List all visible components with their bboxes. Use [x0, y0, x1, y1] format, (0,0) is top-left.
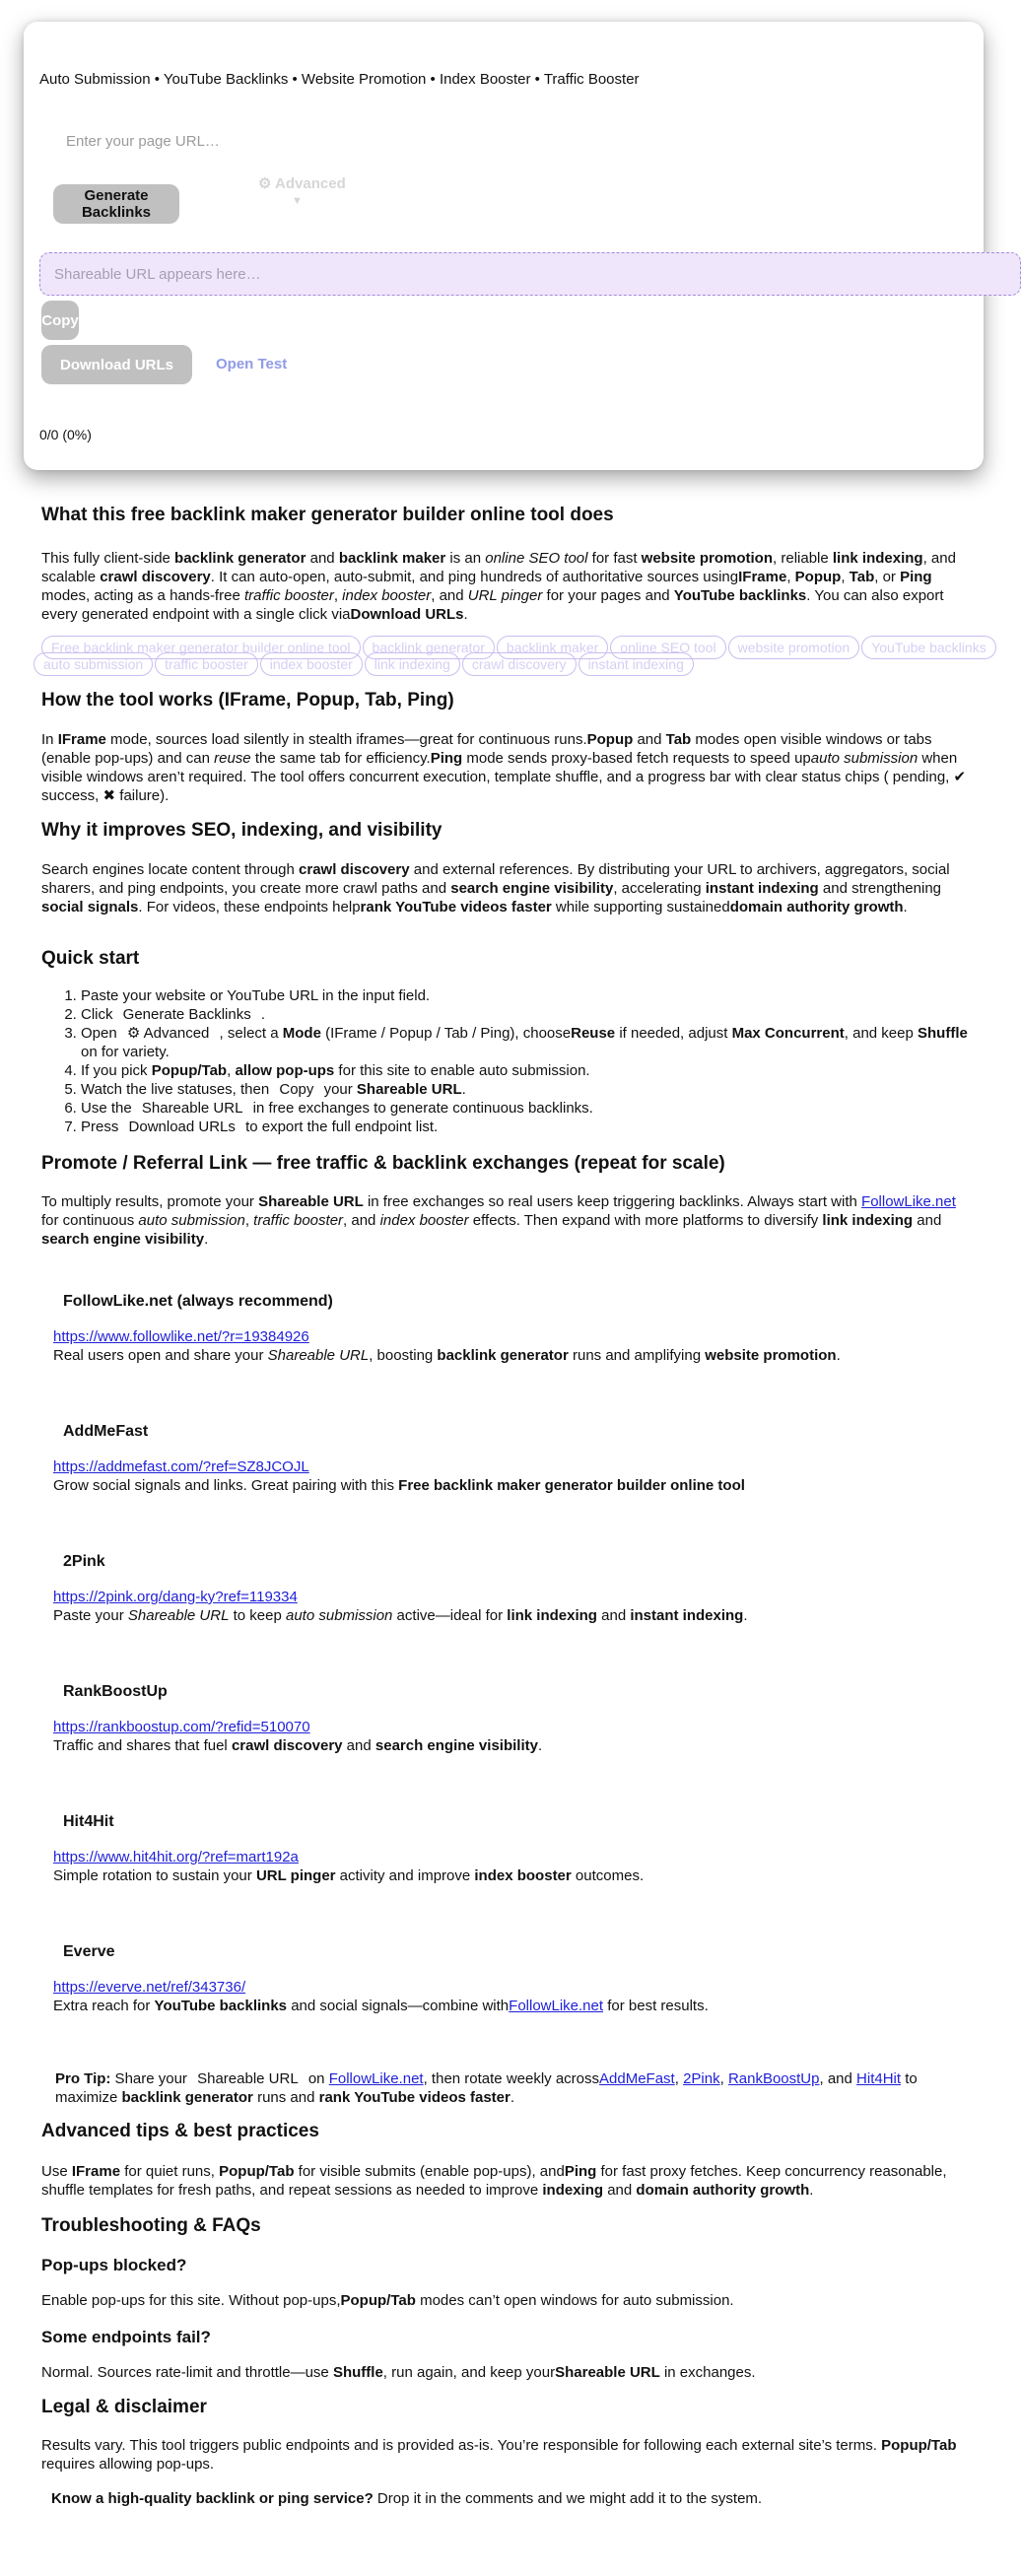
platform-name: RankBoostUp [63, 1683, 168, 1700]
faq-answer: Normal. Sources rate-limit and throttle—use Shuffle, run again, and keep yourShareable URL in exchanges. [41, 2364, 756, 2381]
advanced-paragraph: Use IFrame for quiet runs, Popup/Tab for visible submits (enable pop-ups), andPing for fast proxy fetches. Keep concurrency reasonable, shuffle templates for fresh paths, and repeat sessions as needed to improve indexing and domain authority growth. [41, 2163, 947, 2199]
keyword-chip: online SEO tool [610, 636, 725, 659]
check-icon: ✔ [953, 769, 967, 785]
platform-name: FollowLike.net (always recommend) [63, 1293, 333, 1310]
advanced-toggle[interactable] [258, 174, 367, 207]
suggest-service-note: Know a high-quality backlink or ping service? Drop it in the comments and we might add it to the system. [51, 2490, 763, 2507]
pro-tip: Pro Tip: Share your Shareable URL on FollowLike.net, then rotate weekly acrossAddMeFast, 2Pink, RankBoostUp, and Hit4Hit to maximize backlink generator runs and rank YouTube videos faster. [55, 2070, 918, 2106]
promote-paragraph: To multiply results, promote your Shareable URL in free exchanges so real users keep triggering backlinks. Always start with FollowLike.net for continuous auto submission, traffic booster, and index booster effects. Then expand with more platforms to diversify link indexing and search engine visibility. [41, 1193, 956, 1248]
platform-description: Extra reach for YouTube backlinks and social signals—combine withFollowLike.net for best results. [53, 1998, 709, 2014]
keyword-chip: backlink generator [363, 636, 495, 659]
keyword-chip: backlink maker [497, 636, 608, 659]
section-title-quick: Quick start [41, 948, 140, 969]
tool-card [24, 22, 984, 470]
platform-name: Hit4Hit [63, 1813, 114, 1830]
step: 1. Paste your website or YouTube URL in the input field. [81, 986, 978, 1005]
section-title-what: What this free backlink maker generator builder online tool does [41, 505, 614, 525]
step: 3. Open ⚙ Advanced , select a Mode (IFrame / Popup / Tab / Ping), chooseReuse if needed, adjust Max Concurrent, and keep Shuffle on for variety. [81, 1024, 978, 1061]
why-paragraph: Search engines locate content through crawl discovery and external references. By distributing your URL to archivers, aggregators, social sharers, and ping endpoints, you create more crawl paths and search engine visibility, accelerating instant indexing and strengthening social signals. For videos, these endpoints helprank YouTube videos faster while supporting sustaineddomain authority growth. [41, 861, 950, 915]
page-url-input[interactable] [39, 120, 561, 162]
section-title-promote: Promote / Referral Link — free traffic & backlink exchanges (repeat for scale) [41, 1153, 725, 1174]
cross-icon: ✖ [102, 787, 116, 804]
quick-start-steps [41, 986, 978, 1136]
platform-url[interactable]: https://everve.net/ref/343736/ [53, 1979, 246, 1996]
platform-name: 2Pink [63, 1553, 105, 1570]
faq-question: Pop-ups blocked? [41, 2256, 187, 2274]
advanced-label: ⚙ Advanced [258, 175, 346, 192]
followlike-link[interactable]: FollowLike.net [509, 1998, 604, 2014]
platform-name: AddMeFast [63, 1423, 149, 1440]
step: 7. Press Download URLs to export the full endpoint list. [81, 1118, 978, 1136]
step: 4. If you pick Popup/Tab, allow pop-ups for this site to enable auto submission. [81, 1061, 978, 1080]
section-title-why: Why it improves SEO, indexing, and visibility [41, 820, 442, 841]
download-urls-button[interactable]: Download URLs [41, 345, 192, 384]
step: 5. Watch the live statuses, then Copy your Shareable URL. [81, 1080, 978, 1099]
step: 6. Use the Shareable URL in free exchanges to generate continuous backlinks. [81, 1099, 978, 1118]
generate-backlinks-button[interactable]: Generate Backlinks [53, 184, 179, 224]
platform-description: Real users open and share your Shareable URL, boosting backlink generator runs and amplifying website promotion. [53, 1347, 841, 1364]
platform-url[interactable]: https://www.followlike.net/?r=19384926 [53, 1328, 309, 1345]
section-title-advanced: Advanced tips & best practices [41, 2121, 319, 2141]
platform-description: Traffic and shares that fuel crawl discovery and search engine visibility. [53, 1737, 543, 1754]
step: 2. Click Generate Backlinks . [81, 1005, 978, 1024]
platform-url[interactable]: https://2pink.org/dang-ky?ref=119334 [53, 1589, 298, 1605]
keyword-chip: auto submission [34, 652, 153, 676]
rankboostup-link[interactable]: RankBoostUp [727, 2070, 820, 2087]
platform-url[interactable]: https://rankboostup.com/?refid=510070 [53, 1719, 310, 1735]
followlike-link[interactable]: FollowLike.net [861, 1193, 956, 1210]
shareable-url-field[interactable] [39, 252, 1021, 296]
platform-name: Everve [63, 1943, 115, 1960]
platform-description: Grow social signals and links. Great pairing with this Free backlink maker generator builder online tool [53, 1477, 745, 1494]
copy-button[interactable]: Copy [41, 301, 79, 340]
keyword-chip: index booster [260, 652, 363, 676]
how-paragraph: In IFrame mode, sources load silently in stealth iframes—great for continuous runs.Popup and Tab modes open visible windows or tabs (enable pop-ups) and can reuse the same tab for efficiency.Ping mode sends proxy-based fetch requests to speed upauto submission when visible windows aren’t required. The tool offers concurrent execution, template shuffle, and a progress bar with clear status chips ( pending, ✔ success, ✖ failure). [41, 731, 967, 804]
keyword-chips [41, 636, 987, 683]
what-paragraph: This fully client-side backlink generator and backlink maker is an online SEO tool for fast website promotion, reliable link indexing, and scalable crawl discovery. It can auto-open, auto-submit, and ping hundreds of authoritative sources usingIFrame, Popup, Tab, or Ping modes, acting as a hands-free traffic booster, index booster, and URL pinger for your pages and YouTube backlinks. You can also export every generated endpoint with a single click viaDownload URLs. [41, 550, 956, 623]
addmefast-link[interactable]: AddMeFast [599, 2070, 675, 2087]
2pink-link[interactable]: 2Pink [683, 2070, 720, 2087]
legal-paragraph: Results vary. This tool triggers public endpoints and is provided as-is. You’re responsible for following each external site’s terms. Popup/Tab requires allowing pop-ups. [41, 2437, 957, 2473]
platform-url[interactable]: https://www.hit4hit.org/?ref=mart192a [53, 1849, 299, 1865]
platform-description: Simple rotation to sustain your URL pinger activity and improve index booster outcomes. [53, 1867, 645, 1884]
keyword-chip: traffic booster [155, 652, 258, 676]
hit4hit-link[interactable]: Hit4Hit [856, 2070, 902, 2087]
keyword-chip: instant indexing [579, 652, 694, 676]
section-title-how: How the tool works (IFrame, Popup, Tab, Ping) [41, 690, 454, 711]
keyword-chip: crawl discovery [462, 652, 577, 676]
followlike-link[interactable]: FollowLike.net [328, 2070, 424, 2087]
tagline: Auto Submission • YouTube Backlinks • Website Promotion • Index Booster • Traffic Booster [39, 71, 640, 88]
open-test-link[interactable]: Open Test [216, 356, 288, 373]
keyword-chip: Free backlink maker generator builder online tool [41, 636, 361, 659]
platform-description: Paste your Shareable URL to keep auto submission active—ideal for link indexing and instant indexing. [53, 1607, 748, 1624]
section-title-legal: Legal & disclaimer [41, 2397, 207, 2417]
faq-answer: Enable pop-ups for this site. Without pop-ups,Popup/Tab modes can’t open windows for auto submission. [41, 2292, 734, 2309]
keyword-chip: YouTube backlinks [861, 636, 995, 659]
platform-url[interactable]: https://addmefast.com/?ref=SZ8JCOJL [53, 1458, 309, 1475]
chevron-down-icon: ▼ [292, 195, 303, 207]
progress-counter: 0/0 (0%) [39, 427, 92, 442]
keyword-chip: link indexing [365, 652, 460, 676]
faq-question: Some endpoints fail? [41, 2328, 211, 2346]
section-title-faq: Troubleshooting & FAQs [41, 2215, 261, 2236]
keyword-chip: website promotion [728, 636, 860, 659]
